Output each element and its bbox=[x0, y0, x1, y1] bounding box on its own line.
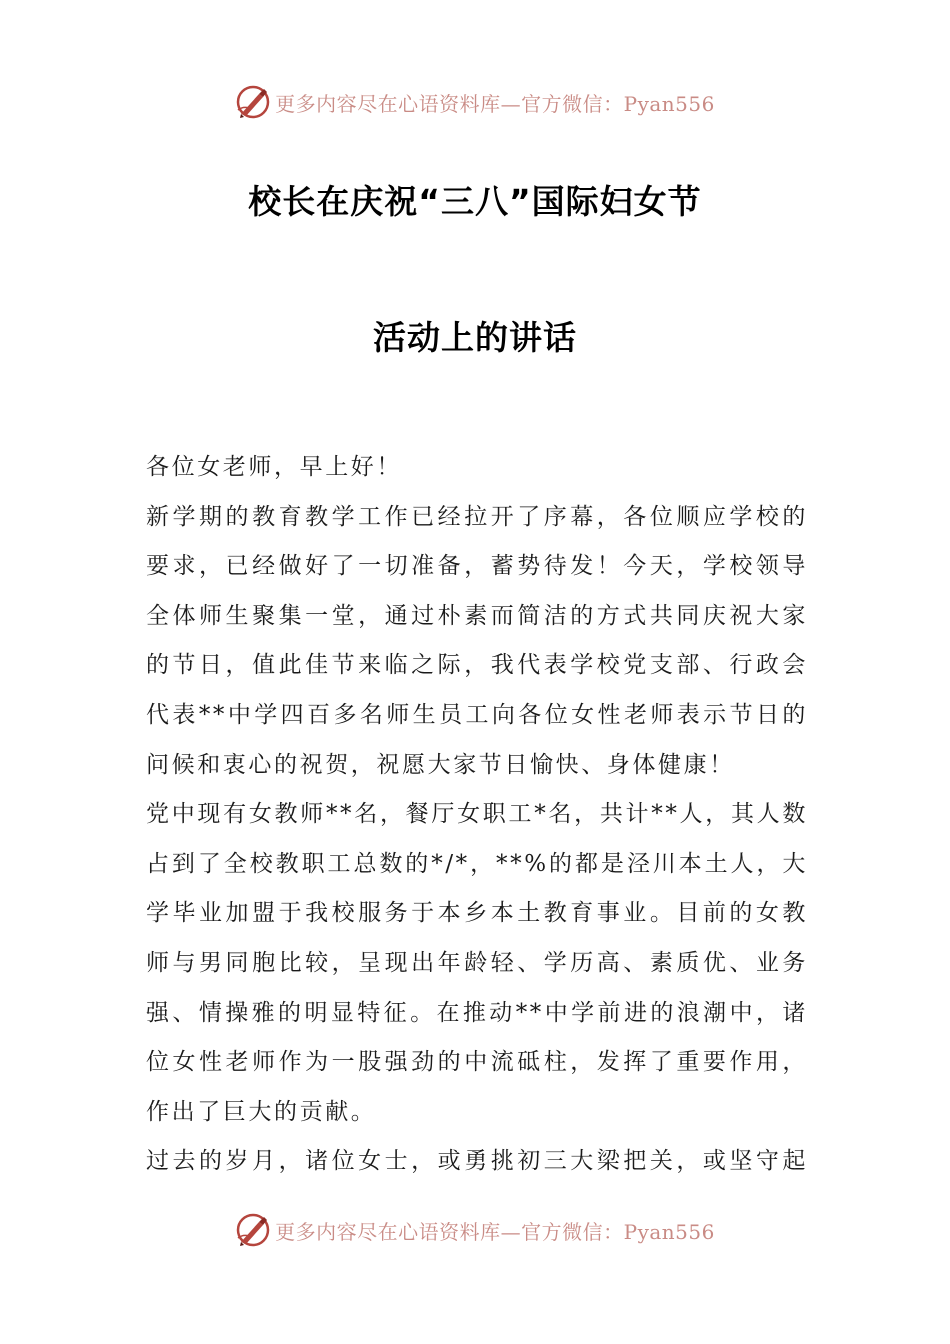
body-line: 问候和衷心的祝贺，祝愿大家节日愉快、身体健康！ bbox=[146, 751, 735, 778]
body-line: 的节日，值此佳节来临之际，我代表学校党支部、行政会 bbox=[146, 652, 808, 679]
footer-banner-text: 更多内容尽在心语资料库—官方微信：Pyan556 bbox=[275, 1219, 715, 1244]
pen-logo-icon bbox=[235, 1212, 271, 1248]
body-line: 作出了巨大的贡献。 bbox=[146, 1098, 377, 1125]
pen-logo-icon bbox=[235, 84, 271, 120]
body-line: 全体师生聚集一堂，通过朴素而简洁的方式共同庆祝大家 bbox=[146, 602, 808, 629]
body-line: 学毕业加盟于我校服务于本乡本土教育事业。目前的女教 bbox=[146, 900, 808, 927]
body-line: 师与男同胞比较，呈现出年龄轻、学历高、素质优、业务 bbox=[146, 949, 808, 976]
header-banner-text: 更多内容尽在心语资料库—官方微信：Pyan556 bbox=[275, 91, 715, 116]
body-line: 位女性老师作为一股强劲的中流砥柱，发挥了重要作用， bbox=[146, 1049, 808, 1076]
body-line: 党中现有女教师**名，餐厅女职工*名，共计**人，其人数 bbox=[146, 801, 808, 828]
header-banner bbox=[0, 82, 950, 122]
document-title-line-1: 校长在庆祝“三八”国际妇女节 bbox=[248, 182, 702, 221]
body-line: 代表**中学四百多名师生员工向各位女性老师表示节日的 bbox=[146, 701, 808, 728]
document-body bbox=[146, 443, 808, 1187]
document-title-line-2: 活动上的讲话 bbox=[373, 318, 577, 357]
body-line: 强、情操雅的明显特征。在推动**中学前进的浪潮中，诸 bbox=[146, 999, 808, 1026]
body-line: 新学期的教育教学工作已经拉开了序幕，各位顺应学校的 bbox=[146, 503, 808, 530]
body-line: 过去的岁月，诸位女士，或勇挑初三大梁把关，或坚守起 bbox=[146, 1148, 808, 1175]
footer-banner bbox=[0, 1210, 950, 1250]
body-line: 占到了全校教职工总数的*/*，**%的都是泾川本土人，大 bbox=[146, 850, 808, 877]
body-line: 要求，已经做好了一切准备，蓄势待发！今天，学校领导 bbox=[146, 553, 808, 580]
body-line: 各位女老师，早上好！ bbox=[146, 454, 402, 480]
